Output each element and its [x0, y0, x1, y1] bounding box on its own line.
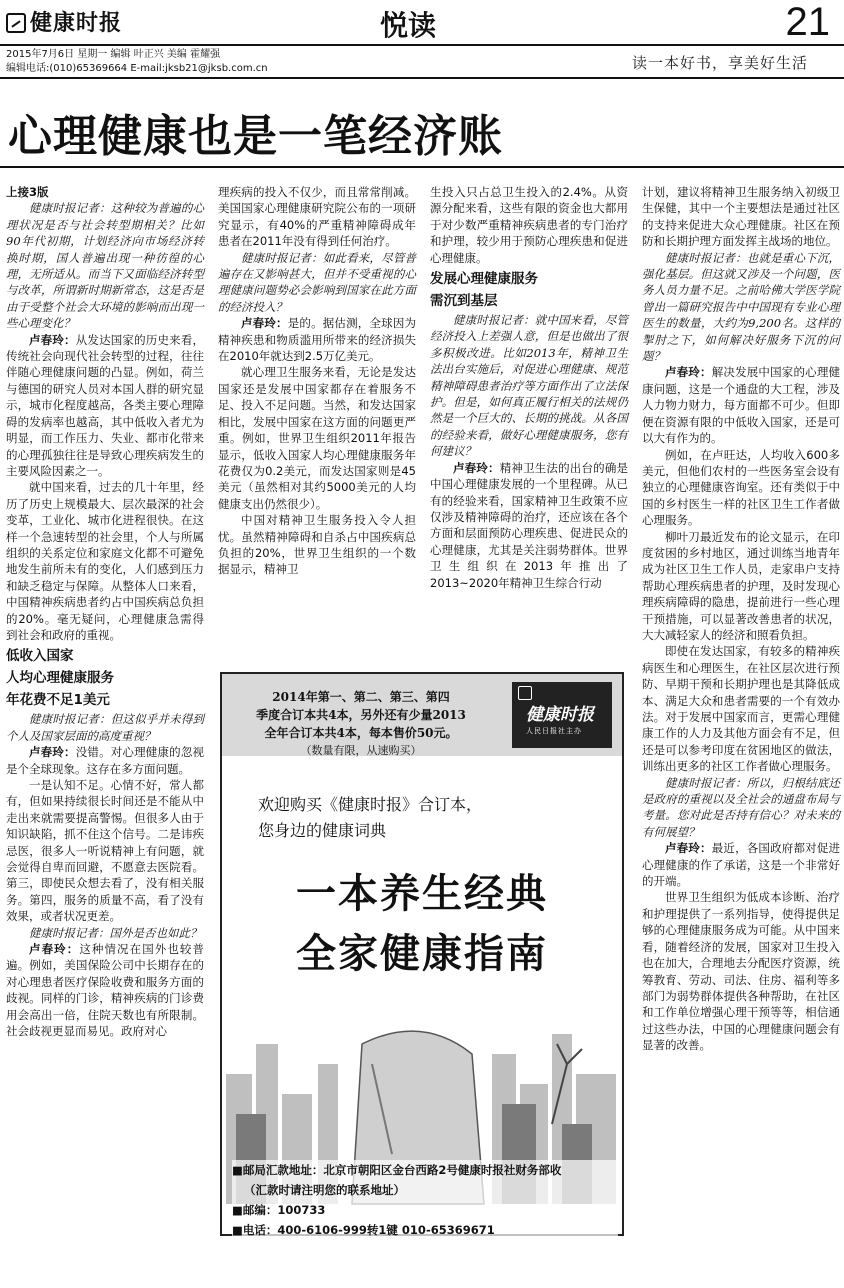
speaker-name: 卢春玲： [29, 942, 80, 957]
brand-name: 健康时报 [30, 10, 123, 36]
article-paragraph: 例如，在卢旺达，人均收入600多美元，但他们农村的一些医务室会设有独立的心理健康咨询室。还有类似于中国的乡村医生一样的社区卫生工作者做心理服务。 [642, 447, 840, 528]
speaker-name: 卢春玲： [665, 365, 712, 380]
answer-text: 从发达国家的历史来看，传统社会向现代社会转型的过程，往往伴随心理健康问题的凸显。例如，荷兰与德国的研究人员对本国人群的研究显示，城市化程度越高，各类主要心理障碍的发病率也越高，其中低收入者尤为明显，而工作压力、失业、都市化带来的心理孤独往往是导致心理疾病发生的主要风险因素之一。 [6, 332, 205, 478]
subheading: 发展心理健康服务 [430, 271, 538, 288]
article-paragraph: 计划，建议将精神卫生服务纳入初级卫生保健，其中一个主要想法是通过社区的支持来促进大众心理健康。社区在预防和长期护理方面发挥主战场的地位。 [642, 185, 840, 249]
top-rule-right [620, 44, 844, 46]
answer-text: 没错。对心理健康的忽视是个全球现象。这存在多方面问题。 [6, 745, 205, 776]
article-paragraph [642, 840, 840, 889]
ad-offer-banner [222, 674, 622, 756]
article-column-2 [218, 184, 417, 577]
subheading: 人均心理健康服务 [6, 670, 114, 687]
section-title: 悦读 [380, 9, 437, 42]
ad-contact-info [232, 1160, 618, 1240]
ad-welcome-line-2: 您身边的健康词典 [258, 821, 387, 840]
continuation-note: 上接3版 [6, 185, 49, 199]
speaker-name: 卢春玲： [665, 841, 712, 856]
reporter-question: 健康时报记者：这种较为普遍的心理状况是否与社会转型期相关？比如90年代初期，计划经济向市场经济转换时期，国人普遍出现一种彷徨的心理，无所适从。而当下又面临经济转型与改革，所谓新时期新常态，这是否是由于受整个社会大环境的影响而出现一些心理变化？ [6, 201, 204, 331]
article-paragraph: 生投入只占总卫生投入的2.4%。从资源分配来看，这些有限的资金也大都用于对少数严重精神疾病患者的专门治疗和护理，较少用于预防心理疾患和促进心理健康。 [430, 185, 628, 265]
article-paragraph [6, 744, 204, 777]
reporter-question: 健康时报记者：所以，归根结底还是政府的重视以及全社会的通盘布局与考量。您对此是否持有信心？对未来的有何展望？ [642, 775, 840, 839]
ad-offer-line-2: 季度合订本共4本，另外还有少量2013 [256, 708, 466, 722]
reporter-question: 健康时报记者：但这似乎并未得到个人及国家层面的高度重视？ [6, 712, 204, 743]
ad-welcome-text [258, 792, 482, 844]
ad-mail-address: ■邮局汇款地址：北京市朝阳区金台西路2号健康时报社财务部收 [232, 1163, 562, 1177]
ad-welcome-line-1: 欢迎购买《健康时报》合订本， [258, 795, 483, 814]
ad-offer-text [230, 688, 492, 760]
headline-rule [0, 166, 844, 168]
section-slogan: 读一本好书，享美好生活 [632, 54, 809, 72]
speaker-name: 卢春玲： [453, 460, 500, 475]
article-paragraph [6, 332, 204, 480]
reporter-question: 健康时报记者：就中国来看，尽管经济投入上差强人意，但是也做出了很多积极改进。比如2013年，精神卫生法出台实施后，对促进心理健康、规范精神障碍患者治疗等方面作出了立法保护。但是，如何真正履行相关的法规仍然是一个巨大的、长期的挑战。从各国的经验来看，做好心理健康服务，您有何建议？ [430, 313, 628, 459]
page-number: 21 [785, 0, 830, 44]
article-paragraph: 柳叶刀最近发布的论文显示，在印度贫困的乡村地区，通过训练当地青年成为社区卫生工作人员，走家串户支持帮助心理疾病患者的护理，及时发现心理疾病障碍的隐患，提前进行一些心理干预措施，可以显著改善患者的状况，大大减轻家人的经济和照看负担。 [642, 529, 840, 642]
subheading: 低收入国家 [6, 648, 74, 665]
subheading: 需沉到基层 [430, 293, 498, 310]
article-headline: 心理健康也是一笔经济账 [8, 111, 503, 162]
bound-volume-advertisement [220, 672, 624, 1236]
subheading: 年花费不足1美元 [6, 692, 110, 709]
article-paragraph: 理疾病的投入不仅少，而且常常削减。美国国家心理健康研究院公布的一项研究显示，有40%的严重精神障碍成年患者在2011年没有得到任何治疗。 [218, 185, 416, 249]
ad-offer-line-3: 全年合订本共4本，每本售价50元。 [264, 726, 458, 740]
answer-text: 最近，各国政府都对促进心理健康的作了承诺，这是一个非常好的开端。 [642, 841, 841, 889]
edition-date-editors: 2015年7月6日 星期一 编辑 叶正兴 美编 霍耀强 [6, 49, 221, 60]
speaker-name: 卢春玲： [241, 316, 288, 331]
ad-mail-note: （汇款时请注明您的联系地址） [244, 1183, 405, 1197]
article-paragraph: 即使在发达国家，有较多的精神疾病医生和心理医生，在社区层次进行预防、早期干预和长期护理也是其降低成本、满足大众和患者需要的一个有效办法。对于发展中国家而言，更需心理健康工作的人力及其他方面会有不足，但还是可以参考印度在贫困地区的做法，训练出更多的社区工作者做心理服务。 [642, 644, 840, 774]
article-column-4 [642, 184, 840, 1244]
article-paragraph [430, 460, 628, 591]
brand-mark-icon [6, 13, 26, 33]
reporter-question: 健康时报记者：国外是否也如此？ [29, 925, 202, 940]
article-paragraph: 就心理卫生服务来看，无论是发达国家还是发展中国家都存在着服务不足、投入不足问题。当然，和发达国家相比，发展中国家在这方面的问题更严重。例如，世界卫生组织2011年报告显示，低收入国家人均心理健康服务年花费仅为0.2美元，而发达国家则是45美元（虽然相对其约5000美元的人均健康支出仍然很少）。 [218, 365, 416, 511]
article-column-3 [430, 184, 628, 652]
ad-brand-logo [512, 682, 612, 748]
speaker-name: 卢春玲： [29, 745, 76, 760]
edition-info [6, 48, 268, 76]
ad-brand-name: 健康时报 [526, 705, 594, 725]
article-paragraph [6, 941, 204, 1039]
answer-text: 精神卫生法的出台的确是中国心理健康发展的一个里程碑。从已有的经验来看，国家精神卫生政策不应仅涉及精神障碍的治疗，还应该在各个方面和层面预防心理疾患、促进民众的心理健康，尤其是关注弱势群体。世界卫生组织在2013年推出了2013~2020年精神卫生综合行动 [430, 460, 629, 590]
ad-offer-line-1: 2014年第一、第二、第三、第四 [272, 690, 450, 704]
edition-contact: 编辑电话:(010)65369664 E-mail:jksb21@jksb.com.cn [6, 63, 268, 74]
top-rule [0, 44, 620, 46]
answer-text: 解决发展中国家的心理健康问题，这是一个通盘的大工程，涉及人力物力财力，每方面都不可少。但即便在资源有限的中低收入国家，还是可以大有作为的。 [642, 365, 841, 446]
brand-logo [6, 6, 122, 37]
speaker-name: 卢春玲： [29, 332, 76, 347]
ad-offer-note: （数量有限，从速购买） [300, 744, 422, 757]
reporter-question: 健康时报记者：也就是重心下沉，强化基层。但这就又涉及一个问题，医务人员力量不足。之前哈佛大学医学院曾出一篇研究报告中中国现有专业心理医生的数量，大约为9,200名。这样的掣肘之下，如何解决好服务下沉的问题？ [642, 250, 840, 364]
ad-phone: ■电话：400-6106-999转1键 010-65369671 [232, 1223, 495, 1237]
article-paragraph [218, 315, 416, 364]
article-paragraph: 世界卫生组织为低成本诊断、治疗和护理提供了一系列指导，使得提供足够的心理健康服务成为可能。从中国来看，随着经济的发展，国家对卫生投入也在加大，合理地去分配医疗资源，统筹教育、劳动、司法、住房、福利等多部门为弱势群体提供各种帮助，在社区和工作单位增强心理干预等等，相信通过这些办法，中国的心理健康问题会有显著的改善。 [642, 890, 840, 1053]
article-paragraph: 中国对精神卫生服务投入令人担忧。虽然精神障碍和自杀占中国疾病总负担的20%，世界卫生组织的一个数据显示，精神卫 [218, 513, 416, 577]
masthead [0, 0, 844, 48]
article-paragraph [642, 364, 840, 446]
ad-postcode: ■邮编：100733 [232, 1203, 326, 1217]
ad-slogan-1: 一本养生经典 [296, 870, 548, 917]
answer-text: 这种情况在国外也较普遍。例如，美国保险公司中长期存在的对心理患者医疗保险收费和服务方面的歧视。同样的门诊，精神疾病的门诊费用会高出一倍，住院天数也有所限制。社会歧视更显而易见。政府对心 [6, 942, 205, 1039]
meta-rule [0, 77, 844, 79]
ad-slogan-2: 全家健康指南 [296, 930, 548, 977]
article-paragraph: 一是认知不足。心情不好，常人都有，但如果持续很长时间还是不能从中走出来就需要提高警惕。但很多人由于知识缺陷，抓不住这个信号。二是讳疾忌医，很多人一听说精神上有问题，就会觉得自卑而回避，不愿意去医院看。第三，即使民众想去看了，没有相关服务。第四，服务的质量不高，看了没有效果，或者状况更差。 [6, 778, 204, 924]
reporter-question: 健康时报记者：如此看来，尽管普遍存在又影响甚大，但并不受重视的心理健康问题势必会影响到国家在此方面的经济投入？ [218, 250, 416, 314]
article-paragraph: 就中国来看，过去的几十年里，经历了历史上规模最大、层次最深的社会变革，工业化、城市化进程很快。在这样一个急速转型的社会里，个人与所属组织的关系定位和家庭文化都不可避免地发生前所未有的变化，人们感到压力和缺乏稳定与保障。从整体人口来看，中国精神疾病患者约占中国疾病总负担的20%。毫无疑问，心理健康急需得到社会和政府的重视。 [6, 480, 204, 642]
answer-text: 是的。据估测，全球因为精神疾患和物质滥用所带来的经济损失在2010年就达到2.5万亿美元。 [218, 316, 417, 364]
ad-brand-subtitle: 人民日报社主办 [526, 727, 582, 735]
ad-brand-mark-icon [518, 686, 532, 700]
article-column-1 [6, 184, 204, 1244]
